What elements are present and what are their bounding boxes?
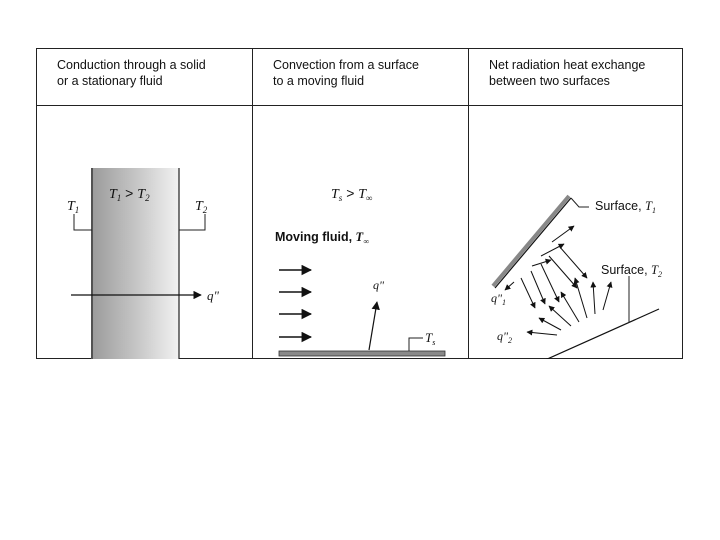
conduction-header: Conduction through a solid or a stationary fluid	[57, 58, 206, 88]
conduction-diagram	[37, 106, 252, 359]
heated-surface	[279, 351, 445, 356]
radiation-arrow	[531, 271, 545, 304]
q2-label: $q"_2$	[497, 329, 513, 345]
surface-1-leader	[571, 198, 589, 207]
radiation-arrow	[541, 264, 559, 302]
t2-label: $T_2$	[195, 199, 208, 215]
t2-leader	[179, 214, 205, 230]
temperature-relation: $T_s > T_\infty$	[331, 185, 373, 203]
radiation-arrow	[527, 332, 557, 335]
heat-transfer-modes-figure	[36, 48, 683, 359]
radiation-arrow	[549, 306, 571, 326]
moving-fluid-label: Moving fluid, $T_\infty$	[275, 230, 369, 246]
convection-flux-label: q"	[373, 278, 385, 292]
radiation-arrow	[603, 282, 611, 310]
q1-label: $q"_1$	[491, 291, 507, 307]
radiation-arrow	[549, 256, 577, 288]
ts-leader	[409, 338, 423, 351]
radiation-header: Net radiation heat exchange between two surfaces	[489, 58, 646, 88]
surface-2-label: Surface, $T_2$	[601, 263, 662, 279]
surface-1	[493, 196, 569, 286]
radiation-diagram	[469, 106, 683, 359]
convection-header: Convection from a surface to a moving fluid	[273, 58, 419, 88]
convection-flux-arrow	[369, 302, 377, 350]
radiation-arrow	[539, 318, 561, 330]
radiation-arrow	[575, 278, 587, 318]
convection-diagram	[253, 106, 468, 359]
t1-leader	[74, 214, 92, 230]
heat-flux-label: q"	[207, 288, 219, 303]
radiation-arrow	[593, 282, 595, 314]
radiation-arrow	[505, 282, 514, 290]
temperature-relation: $T_1 > T_2$	[109, 185, 150, 203]
t1-label: $T_1$	[67, 199, 80, 215]
radiation-arrow	[552, 226, 574, 242]
radiation-arrow	[559, 246, 587, 278]
surface-1-label: Surface, $T_1$	[595, 199, 656, 215]
radiation-arrow	[541, 244, 564, 256]
ts-label: $T_s$	[425, 330, 436, 347]
radiation-arrow	[561, 292, 579, 322]
radiation-arrow	[521, 278, 535, 308]
